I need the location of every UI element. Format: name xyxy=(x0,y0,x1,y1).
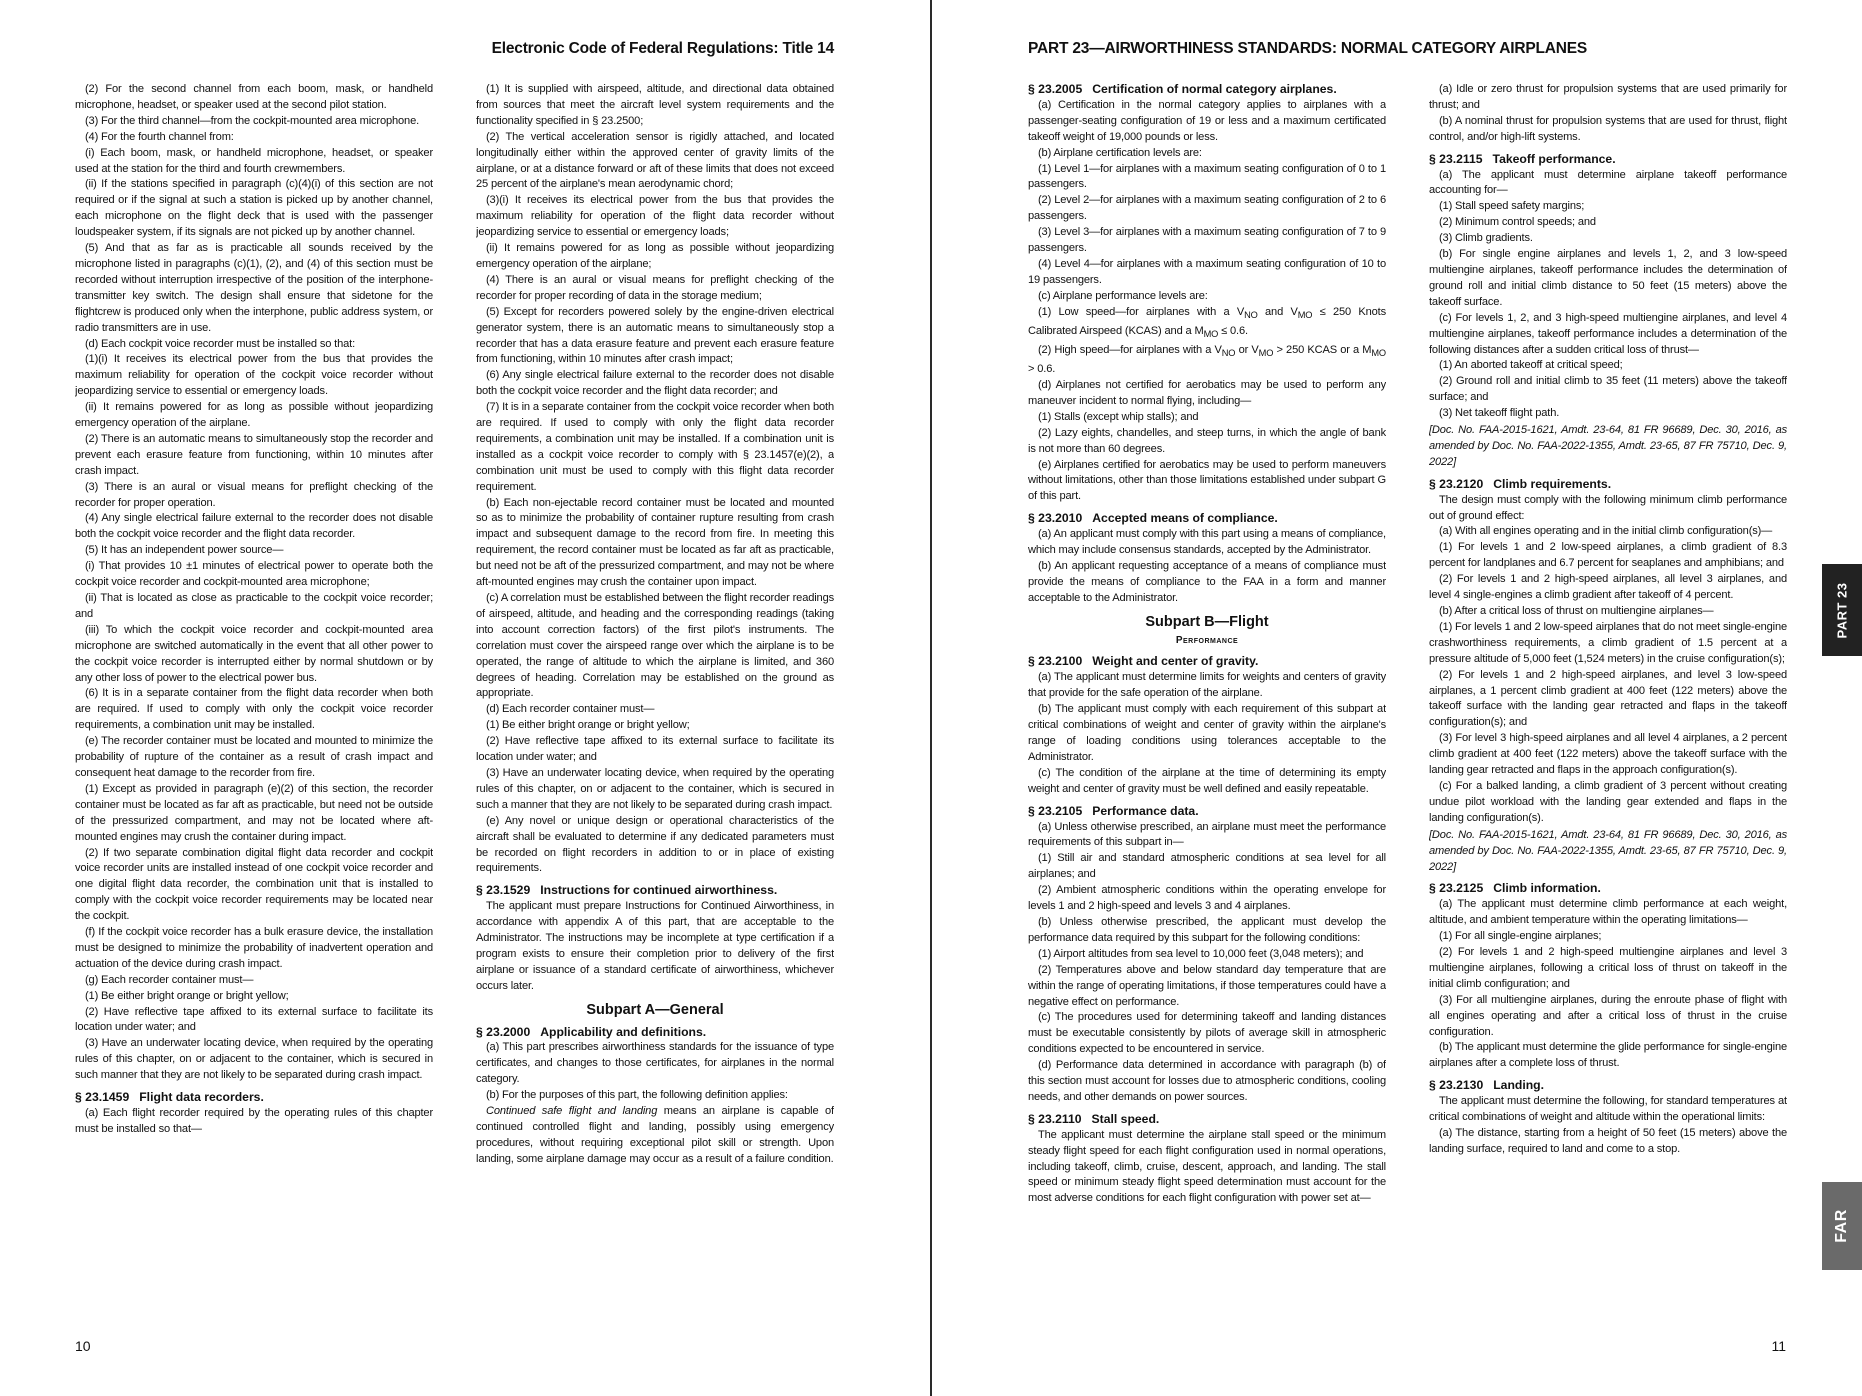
regulation-paragraph: (e) Airplanes certified for aerobatics may be used to perform maneuvers without limitations, other than those limitations established under subpart G of this part. xyxy=(1028,458,1386,503)
section-text: (a) This part prescribes airworthiness standards for the issuance of type certificates, and changes to those certificates, for airplanes in the normal category. xyxy=(476,1041,834,1086)
regulation-paragraph: (i) That provides 10 ±1 minutes of electrical power to operate both the cockpit voice recorder and cockpit-mounted area microphone; xyxy=(75,560,433,589)
section-paragraphs xyxy=(1429,493,1787,827)
regulation-paragraph: (ii) If the stations specified in paragraph (c)(4)(i) of this section are not required or if the signal at such a station is picked up by another channel, each microphone on the flight deck that is used with the passenger loudspeaker system, if its signals are not picked up by another channel. xyxy=(75,178,433,239)
regulation-paragraph: (2) Minimum control speeds; and xyxy=(1439,216,1596,229)
regulation-paragraph: (1) Be either bright orange or bright yellow; xyxy=(85,989,289,1002)
regulation-paragraph: (i) Each boom, mask, or handheld microphone, headset, or speaker used at the station for the third and fourth crewmembers. xyxy=(75,146,433,175)
running-head-left: Electronic Code of Federal Regulations: Title 14 xyxy=(491,40,834,57)
regulation-paragraph: (2) The vertical acceleration sensor is rigidly attached, and located longitudinally either within the approved center of gravity limits of the airplane, or at a distance forward or aft of these limits that does not exceed 25 percent of the airplane's mean aerodynamic chord; xyxy=(476,130,834,191)
running-head-right: PART 23—AIRWORTHINESS STANDARDS: NORMAL CATEGORY AIRPLANES xyxy=(1028,40,1588,57)
low-speed-definition: (1) Low speed—for airplanes with a $V_{NO}$ and $V_{MO} \le 250$ Knots Calibrated Airspeed (KCAS) and a $M_{MO} \le 0.6$. xyxy=(1028,305,1386,340)
section-text: The applicant must prepare Instructions for Continued Airworthiness, in accordance with appendix A of this part, that are acceptable to the Administrator. The instructions may be incomplete at type certification if a program exists to ensure their completion prior to delivery of the first airplane or issuance of a standard certificate of airworthiness, whichever occurs later. xyxy=(476,900,834,992)
part-23-thumb-tab[interactable] xyxy=(1822,564,1862,656)
regulation-paragraph: (c) The condition of the airplane at the time of determining its empty weight and center of gravity must be well defined and easily repeatable. xyxy=(1028,766,1386,795)
regulation-paragraph: (ii) It remains powered for as long as possible without jeopardizing emergency operation of the airplane; xyxy=(476,242,834,270)
regulation-paragraph: The design must comply with the following minimum climb performance out of ground effect: xyxy=(1429,493,1787,522)
regulation-paragraph: (3) For all multiengine airplanes, during the enroute phase of flight with all engines operating and after a critical loss of thrust in the cruise configuration. xyxy=(1429,993,1787,1038)
regulation-paragraph: (iii) To which the cockpit voice recorder and cockpit-mounted area microphone are switched automatically in the event that all other power to the cockpit voice recorder is interrupted either by normal shutdown or by any other loss of power to the electrical power bus. xyxy=(75,623,433,684)
regulation-paragraph: The applicant must determine the airplane stall speed or the minimum steady flight speed for each flight configuration used in normal operations, including takeoff, climb, cruise, descent, approach, and landing. The stall speed or minimum steady flight speed determination must account for the most adverse conditions for each flight configuration with power set at— xyxy=(1028,1128,1386,1205)
regulation-paragraph: (b) Each non-ejectable record container must be located and mounted so as to minimize the probability of container rupture resulting from crash impact and subsequent damage to the record from fire. In meeting this requirement, the record container must be located as far aft as practicable, but need not be aft of the pressurized compartment, and may not be where aft-mounted engines may crush the container upon impact. xyxy=(476,496,834,589)
regulation-paragraph: (2) If two separate combination digital flight data recorder and cockpit voice recorder units are installed instead of one cockpit voice recorder and one digital flight data recorder, the combination unit that is installed to comply with the cockpit voice recorder requirements may be located near the cockpit. xyxy=(75,846,433,923)
definition-text: means an airplane is capable of continued controlled flight and landing, possibly using emergency procedures, without requiring exceptional pilot skill or strength. Upon landing, some airplane damage may occur as a result of a failure condition. xyxy=(476,1105,834,1165)
regulation-paragraph: (2) Have reflective tape affixed to its external surface to facilitate its location under water; and xyxy=(75,1005,433,1034)
regulation-paragraph: (2) For the second channel from each boom, mask, or handheld microphone, headset, or speaker used at the second pilot station. xyxy=(75,83,433,111)
regulation-paragraph: (b) After a critical loss of thrust on multiengine airplanes— xyxy=(1439,605,1714,617)
regulation-paragraph: (2) There is an automatic means to simultaneously stop the recorder and prevent each erasure feature from functioning, within 10 minutes after crash impact. xyxy=(75,432,433,477)
subpart-b-heading: Subpart B—Flight xyxy=(1145,613,1269,630)
regulation-paragraph: (3) Have an underwater locating device, when required by the operating rules of this chapter, on or adjacent to the container, which is secured in such manner that they are not likely to be separated during crash impact. xyxy=(75,1037,433,1082)
regulation-paragraph: (c) A correlation must be established between the flight recorder readings of airspeed, altitude, and heading and the corresponding readings (taking into account correction factors) of the first pilot's instruments. The correlation must cover the airspeed range over which the airplane is to be operated, the range of altitude to which the airplane is limited, and 360 degrees of heading. Correlation may be established on the ground as appropriate. xyxy=(476,592,834,700)
page-number-left: 10 xyxy=(75,1338,91,1354)
section-paragraphs xyxy=(1028,378,1386,505)
regulation-paragraph: (a) The applicant must determine airplane takeoff performance accounting for— xyxy=(1429,168,1787,197)
regulation-paragraph: (2) Lazy eights, chandelles, and steep turns, in which the angle of bank is not more than 60 degrees. xyxy=(1028,426,1386,455)
section-heading-23-2100: § 23.2100 Weight and center of gravity. xyxy=(1028,654,1259,669)
amendment-citation: [Doc. No. FAA-2015-1621, Amdt. 23-64, 81 FR 96689, Dec. 30, 2016, as amended by Doc. No. FAA-2022-1355, Amdt. 23-65, 87 FR 75710, Dec. 9, 2022] xyxy=(1429,424,1787,468)
right-page xyxy=(930,0,1862,1396)
regulation-paragraph: (d) Each recorder container must— xyxy=(486,703,655,716)
regulation-paragraph: (d) Each cockpit voice recorder must be installed so that: xyxy=(85,337,356,350)
right-column-1 xyxy=(1028,82,1386,1312)
section-paragraphs xyxy=(1429,168,1787,423)
subpart-b-subheading: Performance xyxy=(1175,634,1239,646)
definition-term: Continued safe flight and landing xyxy=(486,1105,658,1118)
regulation-paragraph: (d) Performance data determined in accordance with paragraph (b) of this section must account for losses due to atmospheric conditions, cooling needs, and other demands on power sources. xyxy=(1028,1059,1386,1103)
regulation-paragraph: (b) A nominal thrust for propulsion systems that are used for thrust, flight control, and/or high-lift systems. xyxy=(1429,114,1787,143)
regulation-paragraph: (6) It is in a separate container from the flight data recorder when both are required. If used to comply with only the cockpit voice recorder requirements, a combination unit may be installed. xyxy=(75,687,433,732)
regulation-paragraph: (5) Except for recorders powered solely by the engine-driven electrical generator system, there is an automatic means to simultaneously stop a recorder that has a data erasure feature and prevent each erasure feature from functioning, within 10 minutes after crash impact; xyxy=(476,305,834,366)
regulation-paragraph: (b) The applicant must comply with each requirement of this subpart at critical combinations of weight and center of gravity within the airplane's range of loading conditions using tolerances acceptable to the Administrator. xyxy=(1028,703,1386,763)
regulation-paragraph: (b) Airplane certification levels are: xyxy=(1038,146,1202,159)
section-heading-23-1529: § 23.1529 Instructions for continued airworthiness. xyxy=(476,883,778,898)
regulation-paragraph: (c) For levels 1, 2, and 3 high-speed multiengine airplanes, and level 4 multiengine airplanes, takeoff performance includes a determination of the following distances after a sudden critical loss of thrust— xyxy=(1429,311,1787,356)
regulation-paragraph: (1) For all single-engine airplanes; xyxy=(1439,930,1602,943)
regulation-paragraph: (2) Have reflective tape affixed to its external surface to facilitate its location under water; and xyxy=(476,735,834,764)
section-paragraphs xyxy=(1028,1128,1386,1208)
regulation-paragraph: (1) For levels 1 and 2 low-speed airplanes, a climb gradient of 8.3 percent for landplanes and 6.7 percent for seaplanes and amphibians; and xyxy=(1429,541,1787,570)
left-page xyxy=(0,0,930,1396)
regulation-paragraph: (a) An applicant must comply with this part using a means of compliance, which may include consensus standards, accepted by the Administrator. xyxy=(1028,528,1386,557)
regulation-paragraph: (b) For single engine airplanes and levels 1, 2, and 3 low-speed multiengine airplanes, takeoff performance includes the determination of ground roll and initial climb distance to 50 feet (15 meters) above the takeoff surface. xyxy=(1429,248,1787,308)
left-column-1 xyxy=(75,82,433,1312)
regulation-paragraph: (1) Level 1—for airplanes with a maximum seating configuration of 0 to 1 passengers. xyxy=(1028,162,1386,191)
high-speed-definition: (2) High speed—for airplanes with a $V_{NO}$ or $V_{MO} > 250$ KCAS or a $M_{MO} > 0.6$. xyxy=(1028,343,1386,376)
regulation-paragraph: (1) Stalls (except whip stalls); and xyxy=(1038,410,1199,423)
regulation-paragraph: (2) Level 2—for airplanes with a maximum seating configuration of 2 to 6 passengers. xyxy=(1028,194,1386,223)
section-paragraphs xyxy=(1429,897,1787,1072)
regulation-paragraph: (4) Any single electrical failure external to the recorder does not disable both the cockpit voice recorder and the flight data recorder. xyxy=(75,512,433,541)
col2-paragraphs xyxy=(476,82,834,877)
right-column-2 xyxy=(1429,82,1787,1312)
regulation-paragraph: (a) With all engines operating and in the initial climb configuration(s)— xyxy=(1439,525,1773,538)
regulation-paragraph: (1) Airport altitudes from sea level to 10,000 feet (3,048 meters); and xyxy=(1038,947,1364,960)
regulation-paragraph: (2) Ambient atmospheric conditions within the operating envelope for levels 1 and 2 high-speed and levels 3 and 4 airplanes. xyxy=(1028,884,1386,913)
section-paragraphs xyxy=(1028,670,1386,797)
section-heading-23-2120: § 23.2120 Climb requirements. xyxy=(1429,476,1612,491)
section-heading-23-2005: § 23.2005 Certification of normal category airplanes. xyxy=(1028,82,1337,96)
page-number-right: 11 xyxy=(1771,1338,1786,1354)
regulation-paragraph: (b) Unless otherwise prescribed, the applicant must develop the performance data required by this subpart for the following conditions: xyxy=(1028,915,1386,944)
regulation-paragraph: (c) The procedures used for determining takeoff and landing distances must be executable consistently by pilots of average skill in atmospheric conditions expected to be encountered in service. xyxy=(1028,1011,1386,1056)
far-thumb-tab[interactable] xyxy=(1822,1182,1862,1270)
left-column-2 xyxy=(476,82,834,1312)
regulation-paragraph: (3)(i) It receives its electrical power from the bus that provides the maximum reliability for operation of the flight data recorder without jeopardizing service to essential or emergency loads; xyxy=(476,194,834,239)
section-heading-23-2105: § 23.2105 Performance data. xyxy=(1028,803,1199,818)
regulation-paragraph: (ii) It remains powered for as long as possible without jeopardizing emergency operation of the airplane. xyxy=(75,401,433,430)
regulation-paragraph: (e) The recorder container must be located and mounted to minimize the probability of rupture of the container as a result of crash impact and consequent heat damage to the recorder from fire. xyxy=(75,735,433,779)
section-text: (b) For the purposes of this part, the following definition applies: xyxy=(486,1089,788,1102)
thumb-tab-label: FAR xyxy=(1833,1209,1850,1243)
regulation-paragraph: (b) An applicant requesting acceptance of a means of compliance must provide the means of compliance to the FAA in a form and manner acceptable to the Administrator. xyxy=(1028,559,1386,604)
regulation-paragraph: (3) Have an underwater locating device, when required by the operating rules of this chapter, on or adjacent to the container, which is secured in such a manner that they are not likely to be separated during crash impact. xyxy=(476,766,834,811)
regulation-paragraph: (1) For levels 1 and 2 low-speed airplanes that do not meet single-engine crashworthiness requirements, a climb gradient of 1.5 percent at a pressure altitude of 5,000 feet (1,524 meters) in the cruise configuration(s); xyxy=(1429,620,1787,665)
regulation-paragraph: (3) For the third channel—from the cockpit-mounted area microphone. xyxy=(85,114,420,127)
regulation-paragraph: (ii) That is located as close as practicable to the cockpit voice recorder; and xyxy=(75,592,433,620)
regulation-paragraph: (7) It is in a separate container from the cockpit voice recorder when both are required. If used to comply with only the flight data recorder requirements, a combination unit may be installed. If a combination unit is installed as a cockpit voice recorder to comply with § 23.1457(e)(2), a combination unit must be used to comply with this flight data recorder requirement. xyxy=(476,401,834,493)
regulation-paragraph: (a) Unless otherwise prescribed, an airplane must meet the performance requirements of this subpart in— xyxy=(1028,820,1386,849)
regulation-paragraph: (5) It has an independent power source— xyxy=(85,544,284,557)
regulation-paragraph: The applicant must determine the following, for standard temperatures at critical combinations of weight and altitude within the operational limits: xyxy=(1429,1095,1787,1124)
col1-paragraphs xyxy=(75,82,433,1084)
regulation-paragraph: (1) It is supplied with airspeed, altitude, and directional data obtained from sources that meet the aircraft level system requirements and the functionality specified in § 23.2500; xyxy=(476,83,834,127)
section-heading-23-1459: § 23.1459 Flight data recorders. xyxy=(75,1090,264,1105)
section-paragraphs xyxy=(1028,98,1386,305)
regulation-paragraph: (1)(i) It receives its electrical power from the bus that provides the maximum reliability for operation of the cockpit voice recorder without jeopardizing service to essential or emergency loads. xyxy=(75,353,433,398)
subpart-a-heading: Subpart A—General xyxy=(586,1001,724,1018)
regulation-paragraph: (a) Idle or zero thrust for propulsion systems that are used primarily for thrust; and xyxy=(1429,83,1787,111)
section-text: (a) Each flight recorder required by the operating rules of this chapter must be installed so that— xyxy=(75,1107,433,1135)
regulation-paragraph: (2) For levels 1 and 2 high-speed airplanes, all level 3 airplanes, and level 4 single-engines a climb gradient after takeoff of 4 percent. xyxy=(1429,573,1787,602)
thumb-tab-label: PART 23 xyxy=(1834,582,1850,638)
regulation-paragraph: (2) For levels 1 and 2 high-speed multiengine airplanes and level 3 multiengine airplanes, following a critical loss of thrust on takeoff in the initial climb configuration; and xyxy=(1429,946,1787,990)
regulation-paragraph: (2) Ground roll and initial climb to 35 feet (11 meters) above the takeoff surface; and xyxy=(1429,375,1787,404)
regulation-paragraph: (6) Any single electrical failure external to the recorder does not disable both the cockpit voice recorder and the flight data recorder; and xyxy=(476,369,834,398)
regulation-paragraph: (a) The applicant must determine limits for weights and centers of gravity that provide for the safe operation of the airplane. xyxy=(1028,671,1386,700)
definition-paragraph xyxy=(476,1104,834,1168)
regulation-paragraph: (2) For levels 1 and 2 high-speed airplanes, and level 3 low-speed airplanes, a 1 percent climb gradient at 400 feet (122 meters) above the takeoff surface with the landing gear retracted and flaps in the takeoff configuration(s); and xyxy=(1429,668,1787,729)
section-heading-23-2000: § 23.2000 Applicability and definitions. xyxy=(476,1024,707,1039)
regulation-paragraph: (2) Temperatures above and below standard day temperature that are within the range of operating limitations, if those temperatures could have a negative effect on performance. xyxy=(1028,963,1386,1008)
regulation-paragraph: (c) For a balked landing, a climb gradient of 3 percent without creating undue pilot workload with the landing gear extended and flaps in the landing configuration(s). xyxy=(1429,779,1787,824)
section-heading-23-2115: § 23.2115 Takeoff performance. xyxy=(1429,151,1616,166)
regulation-paragraph: (3) For level 3 high-speed airplanes and all level 4 airplanes, a 2 percent climb gradient at 400 feet (122 meters) above the takeoff surface with the landing gear retracted and flaps in the approach configuration(s). xyxy=(1429,732,1787,777)
amendment-citation: [Doc. No. FAA-2015-1621, Amdt. 23-64, 81 FR 96689, Dec. 30, 2016, as amended by Doc. No. FAA-2022-1355, Amdt. 23-65, 87 FR 75710, Dec. 9, 2022] xyxy=(1429,828,1787,873)
section-heading-23-2125: § 23.2125 Climb information. xyxy=(1429,881,1601,896)
section-heading-23-2010: § 23.2010 Accepted means of compliance. xyxy=(1028,511,1278,526)
regulation-paragraph: (4) Level 4—for airplanes with a maximum seating configuration of 10 to 19 passengers. xyxy=(1028,257,1386,286)
regulation-paragraph: (1) Except as provided in paragraph (e)(2) of this section, the recorder container must be located as far aft as practicable, but need not be outside of the pressurized compartment, and may not be located where aft-mounted engines may crush the container during impact. xyxy=(75,782,433,843)
regulation-paragraph: (3) Net takeoff flight path. xyxy=(1439,407,1560,420)
regulation-paragraph: (d) Airplanes not certified for aerobatics may be used to perform any maneuver incident to normal flying, including— xyxy=(1028,378,1386,407)
regulation-paragraph: (1) An aborted takeoff at critical speed; xyxy=(1439,359,1623,372)
regulation-paragraph: (g) Each recorder container must— xyxy=(85,973,254,986)
regulation-paragraph: (1) Still air and standard atmospheric conditions at sea level for all airplanes; and xyxy=(1028,852,1386,881)
regulation-paragraph: (3) There is an aural or visual means for preflight checking of the recorder for proper operation. xyxy=(75,480,433,509)
regulation-paragraph: (4) There is an aural or visual means for preflight checking of the recorder for proper recording of data in the storage medium; xyxy=(476,273,834,302)
regulation-paragraph: (a) The applicant must determine climb performance at each weight, altitude, and ambient temperature within the operating limitations— xyxy=(1429,898,1787,927)
regulation-paragraph: (e) Any novel or unique design or operational characteristics of the aircraft shall be evaluated to determine if any dedicated parameters must be recorded on flight recorders in addition to or in place of existing requirements. xyxy=(476,814,834,875)
section-paragraphs xyxy=(1429,1094,1787,1158)
section-paragraphs xyxy=(1429,82,1787,146)
regulation-paragraph: (c) Airplane performance levels are: xyxy=(1038,289,1208,302)
regulation-paragraph: (1) Be either bright orange or bright yellow; xyxy=(486,719,690,732)
regulation-paragraph: (4) For the fourth channel from: xyxy=(85,130,234,143)
section-paragraphs xyxy=(1028,820,1386,1106)
regulation-paragraph: (f) If the cockpit voice recorder has a bulk erasure device, the installation must be designed to minimize the probability of inadvertent operation and actuation of the device during crash impact. xyxy=(75,926,433,970)
section-heading-23-2130: § 23.2130 Landing. xyxy=(1429,1078,1545,1093)
regulation-paragraph: (5) And that as far as is practicable all sounds received by the microphone listed in paragraphs (c)(1), (2), and (4) of this section must be recorded without interruption irrespective of the position of the interphone-transmitter key switch. The design shall ensure that sidetone for the flightcrew is produced only when the interphone, public address system, or radio transmitters are in use. xyxy=(75,242,433,334)
section-heading-23-2110: § 23.2110 Stall speed. xyxy=(1028,1111,1160,1126)
regulation-paragraph: (a) Certification in the normal category applies to airplanes with a passenger-seating configuration of 19 or less and a maximum certificated takeoff weight of 19,000 pounds or less. xyxy=(1028,98,1386,143)
section-paragraphs xyxy=(1028,527,1386,607)
regulation-paragraph: (1) Stall speed safety margins; xyxy=(1439,200,1585,213)
regulation-paragraph: (b) The applicant must determine the glide performance for single-engine airplanes after a complete loss of thrust. xyxy=(1429,1041,1787,1070)
regulation-paragraph: (3) Climb gradients. xyxy=(1439,232,1533,245)
regulation-paragraph: (3) Level 3—for airplanes with a maximum seating configuration of 7 to 9 passengers. xyxy=(1028,226,1386,255)
regulation-paragraph: (a) The distance, starting from a height of 50 feet (15 meters) above the landing surface, required to land and come to a stop. xyxy=(1429,1127,1787,1155)
